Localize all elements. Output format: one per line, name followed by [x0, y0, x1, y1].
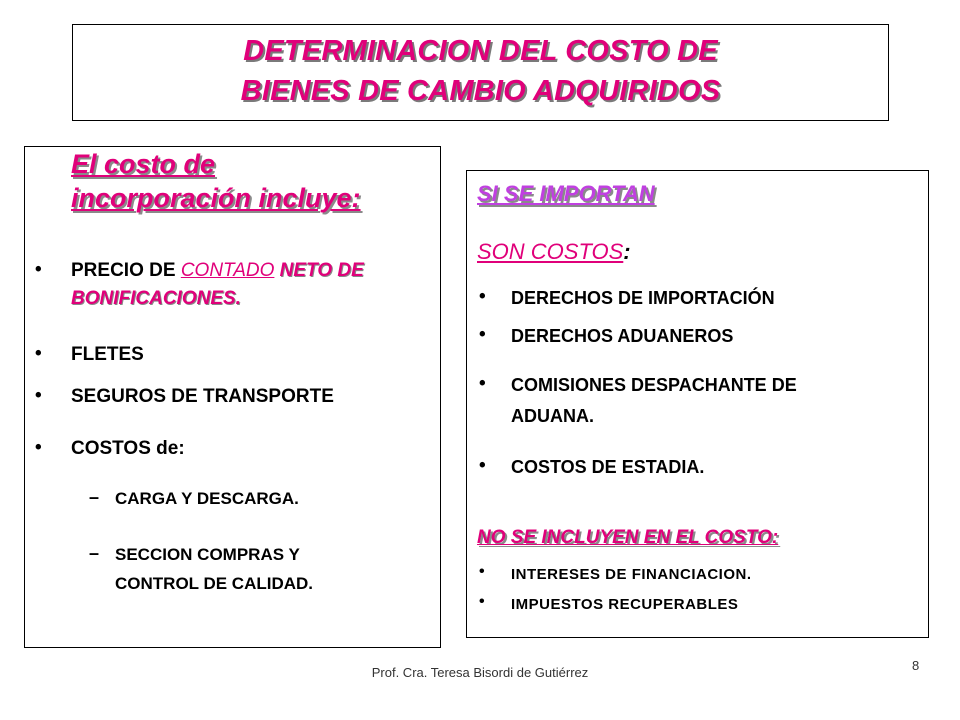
item-derechos-importacion: DERECHOS DE IMPORTACIÓN	[511, 288, 775, 308]
bullet-icon: •	[479, 593, 485, 610]
sub-seccion-line-2: CONTROL DE CALIDAD.	[115, 574, 314, 593]
bullet-icon: •	[479, 455, 486, 476]
item-seguros: SEGUROS DE TRANSPORTE	[71, 386, 334, 407]
dash-icon: –	[89, 543, 100, 563]
title-line-2: BIENES DE CAMBIO ADQUIRIDOS	[240, 75, 721, 107]
son-costos-colon: :	[623, 239, 631, 264]
bullet-icon: •	[479, 324, 486, 345]
item-costos: COSTOS de:	[71, 438, 185, 459]
bullet-icon: •	[479, 373, 486, 394]
right-panel	[466, 170, 929, 638]
right-heading-son-costos	[477, 239, 631, 265]
son-costos-label: SON COSTOS	[477, 239, 624, 264]
left-heading-line-2: incorporación incluye:	[71, 183, 361, 213]
sub-carga: CARGA Y DESCARGA.	[115, 489, 299, 508]
bullet-icon: •	[35, 259, 42, 280]
precio-bonificaciones: BONIFICACIONES.	[71, 288, 241, 309]
right-heading-si-se-importan: SI SE IMPORTAN	[477, 181, 655, 206]
bullet-icon: •	[479, 563, 485, 580]
item-costos-estadia: COSTOS DE ESTADIA.	[511, 457, 705, 477]
excluded-impuestos: IMPUESTOS RECUPERABLES	[511, 596, 739, 613]
precio-neto: NETO DE	[274, 260, 364, 281]
item-comisiones-line-1: COMISIONES DESPACHANTE DE	[511, 375, 797, 395]
page-number: 8	[912, 658, 920, 673]
precio-contado: CONTADO	[180, 260, 275, 281]
left-panel	[24, 146, 441, 648]
item-comisiones-line-2: ADUANA.	[511, 406, 594, 426]
footer-author: Prof. Cra. Teresa Bisordi de Gutiérrez	[371, 665, 589, 680]
item-fletes: FLETES	[71, 344, 144, 365]
excluded-intereses: INTERESES DE FINANCIACION.	[511, 566, 752, 583]
title-box	[72, 24, 889, 121]
dash-icon: –	[89, 487, 100, 507]
bullet-icon: •	[35, 437, 42, 458]
bullet-icon: •	[479, 286, 486, 307]
left-heading-line-1: El costo de	[71, 149, 216, 179]
no-incluyen-heading: NO SE INCLUYEN EN EL COSTO:	[477, 527, 779, 548]
item-derechos-aduaneros: DERECHOS ADUANEROS	[511, 326, 734, 346]
precio-prefix: PRECIO DE	[71, 260, 181, 281]
item-precio	[71, 259, 364, 283]
sub-seccion-line-1: SECCION COMPRAS Y	[115, 545, 300, 564]
title-line-1: DETERMINACION DEL COSTO DE	[243, 35, 718, 67]
bullet-icon: •	[35, 385, 42, 406]
bullet-icon: •	[35, 343, 42, 364]
